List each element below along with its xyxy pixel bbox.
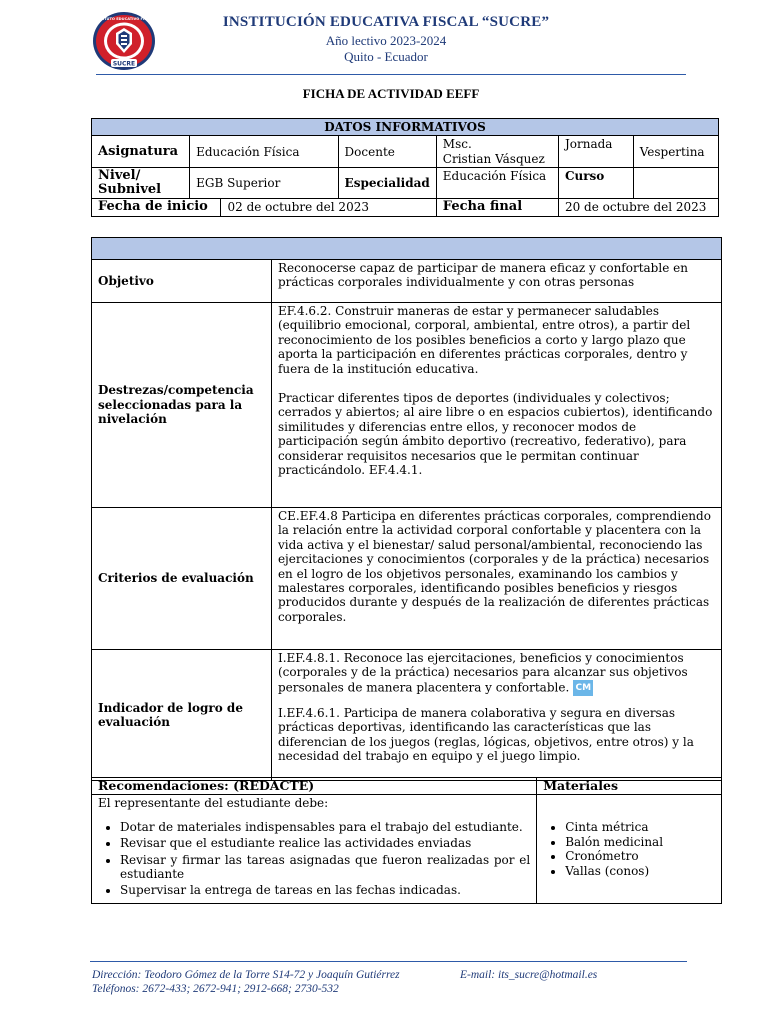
curso-value [633,168,718,199]
recomendaciones-intro: El representante del estudiante debe: [98,796,329,811]
criterios-text: CE.EF.4.8 Participa en diferentes prácticas corporales, comprendiendo la relación entre la actividad corporal confortable y placentera con la vida activa y el bienestar/ salud personal/ambiental, reconociendo las ejercitaciones y conocimientos (corporales y de la práctica) necesarios en el logro de los objetivos personales, examinando los cambios y malestares corporales, identificando posibles beneficios y riesgos producidos durante y después de la realización de diferentes prácticas corporales. [271,508,721,650]
criterios-label: Criterios de evaluación [92,508,272,650]
fecha-final-label: Fecha final [436,199,558,216]
location: Quito - Ecuador [344,49,428,64]
recomendaciones-heading: Recomendaciones: (REDACTE) [92,778,537,795]
list-item: • Supervisar la entrega de tareas en las fechas indicadas. [120,883,530,897]
planning-table [91,237,722,781]
curso-label: Curso [558,168,633,199]
list-item: • Vallas (conos) [565,864,715,878]
footer-email: E-mail: its_sucre@hotmail.es [460,969,598,981]
list-item: • Dotar de materiales indispensables para el trabajo del estudiante. [120,820,530,834]
destrezas-paragraph-2: Practicar diferentes tipos de deportes (individuales y colectivos; cerrados y abiertos; al aire libre o en espacios cubiertos), identificando similitudes y diferencias entre ellos, y reconocer modos de participación según ámbito deportivo (recreativo, federativo), para considerar requisitos necesarios que le permitan continuar practicándolo. EF.4.4.1. [277,391,713,478]
datos-informativos-table [91,118,719,217]
asignatura-label: Asignatura [92,136,190,168]
fecha-final-value: 20 de octubre del 2023 [558,199,718,216]
recomendaciones-cell [92,795,537,903]
footer-phones: Teléfonos: 2672-433; 2672-941; 2912-668; 2730-532 [92,983,339,995]
jornada-label: Jornada [558,136,633,168]
especialidad-value: Educación Física [436,168,558,199]
recomendaciones-table [91,777,722,904]
page-title: FICHA DE ACTIVIDAD EEFF [302,86,480,101]
jornada-value: Vespertina [633,136,718,168]
destrezas-label: Destrezas/competencia seleccionadas para la nivelación [92,303,272,508]
logo-bottom-text: SUCRE [112,60,136,68]
institution-name: INSTITUCIÓN EDUCATIVA FISCAL “SUCRE” [222,14,550,30]
materiales-cell [537,795,722,903]
objetivo-label: Objetivo [92,260,272,303]
planning-header-bar [92,238,722,260]
page-header [0,0,768,76]
header-rule [96,74,686,75]
indicador-cell [271,650,721,781]
cm-icon: CM [573,680,593,696]
materiales-heading: Materiales [537,778,722,795]
list-item: • Balón medicinal [565,835,715,849]
docente-value: Msc. Cristian Vásquez [436,136,558,168]
fecha-inicio-value: 02 de octubre del 2023 [221,199,436,216]
list-item: • Cinta métrica [565,820,715,834]
datos-heading: DATOS INFORMATIVOS [92,119,719,136]
objetivo-text: Reconocerse capaz de participar de manera eficaz y confortable en prácticas corporales individualmente y con otras personas [271,260,721,303]
nivel-value: EGB Superior [190,168,338,199]
especialidad-label: Especialidad [338,168,436,199]
docente-label: Docente [338,136,436,168]
footer-rule [90,961,687,962]
school-logo [92,11,156,71]
list-item: • Cronómetro [565,849,715,863]
footer-address: Dirección: Teodoro Gómez de la Torre S14-72 y Joaquín Gutiérrez [92,969,400,981]
nivel-label: Nivel/ Subnivel [92,168,190,199]
asignatura-value: Educación Física [190,136,338,168]
indicador-label: Indicador de logro de evaluación [92,650,272,781]
destrezas-paragraph-1: EF.4.6.2. Construir maneras de estar y permanecer saludables (equilibrio emocional, corporal, ambiental, entre otros), a partir del reconocimiento de los posibles beneficios a corto y largo plazo que aporta la participación en diferentes prácticas corporales, dentro y fuera de la institución educativa. [277,304,691,376]
school-year: Año lectivo 2023-2024 [325,33,447,48]
destrezas-cell [271,303,721,508]
logo-top-text: INSTITUTO EDUCATIVO FISCAL [93,17,155,21]
fecha-inicio-label: Fecha de inicio [92,199,221,216]
indicador-paragraph-2: I.EF.4.6.1. Participa de manera colaborativa y segura en diversas prácticas deportivas, identificando las características que las diferencian de los juegos (reglas, lógicas, objetivos, entre otros) y la necesidad del trabajo en equipo y el juego limpio. [277,705,694,764]
indicador-paragraph-1: I.EF.4.8.1. Reconoce las ejercitaciones, beneficios y conocimientos (corporales y de la práctica) necesarios para alcanzar sus objetivos personales de manera placentera y confortable. CM [277,651,688,695]
list-item: • Revisar y firmar las tareas asignadas que fueron realizadas por el estudiante [120,853,530,882]
materiales-list [543,820,715,878]
list-item: • Revisar que el estudiante realice las actividades enviadas [120,836,530,850]
recomendaciones-list [98,820,530,898]
